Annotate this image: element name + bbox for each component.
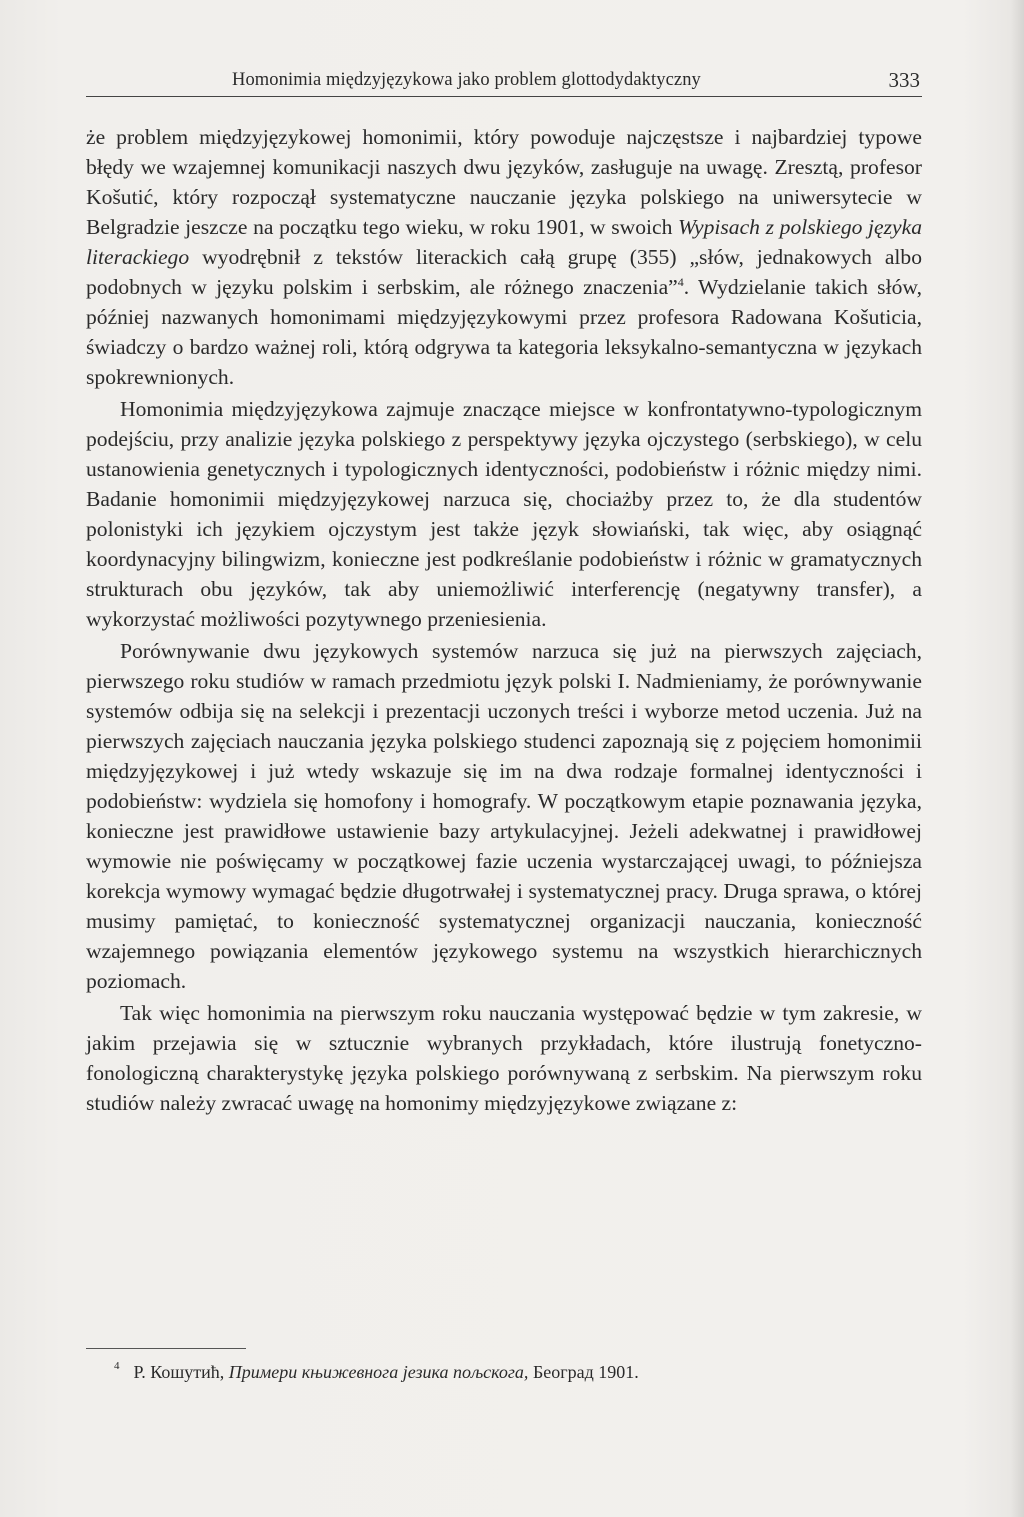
footnote-author: Р. Кошутић, <box>133 1362 225 1382</box>
body-text <box>86 122 922 1118</box>
paragraph-4: Tak więc homonimia na pierwszym roku nauczania występować będzie w tym zakresie, w jakim przejawia się w sztucznie wybranych przykładach, które ilustrują fonetyczno-fonologiczną charakterystykę języka polskiego porównywaną z serbskim. Na pierwszym roku studiów należy zwracać uwagę na homonimy międzyjęzykowe związane z: <box>86 1001 922 1115</box>
paragraph-2: Homonimia międzyjęzykowa zajmuje znaczące miejsce w konfrontatywno-typologicznym podejściu, przy analizie języka polskiego z perspektywy języka ojczystego (serbskiego), w celu ustanowienia genetycznych i typologicznych identyczności, podobieństw i różnic między nimi. Badanie homonimii międzyjęzykowej narzuca się, chociażby przez to, że dla studentów polonistyki ich językiem ojczystym jest także język słowiański, tak więc, aby osiągnąć koordynacyjny bilingwizm, konieczne jest podkreślanie podobieństw i różnic w gramatycznych strukturach obu języków, tak aby uniemożliwić interferencję (negatywny transfer), a wykorzystać możliwości pozytywnego przeniesienia. <box>86 397 922 631</box>
footnote-reference[interactable]: 4 <box>677 274 684 289</box>
paragraph-1-text-end: . Wydzielanie takich słów, później nazwanych homonimami międzyjęzykowymi przez profesora Radowana Košuticia, świadczy o bardzo ważnej roli, którą odgrywa ta kategoria leksykalno-semantyczna w językach spokrewnionych. <box>86 275 922 389</box>
paragraph-3: Porównywanie dwu językowych systemów narzuca się już na pierwszych zajęciach, pierwszego roku studiów w ramach przedmiotu język polski I. Nadmieniamy, że porównywanie systemów odbija się na selekcji i prezentacji uczonych treści i wyborze metod uczenia. Już na pierwszych zajęciach nauczania języka polskiego studenci zapoznają się z pojęciem homonimii międzyjęzykowej i już wtedy wskazuje się im na dwa rodzaje formalnej identyczności i podobieństw: wydziela się homofony i homografy. W początkowym etapie poznawania języka, konieczne jest prawidłowe ustawienie bazy artykulacyjnej. Jeżeli adekwatnej i prawidłowej wymowie nie poświęcamy w początkowej fazie uczenia wystarczającej uwagi, to późniejsza korekcja wymowy wymagać będzie długotrwałej i systematycznej pracy. Druga sprawa, o której musimy pamiętać, to konieczność systematycznej organizacji nauczania, konieczność wzajemnego powiązania elementów językowego systemu na wszystkich hierarchicznych poziomach. <box>86 639 922 993</box>
paragraph-1-text: że problem międzyjęzykowej homonimii, który powoduje najczęstsze i najbardziej typowe błędy we wzajemnej komunikacji naszych dwu języków, zasługuje na uwagę. Zresztą, profesor Košutić, który rozpoczął systematyczne nauczanie języka polskiego na uniwersytecie w Belgradzie jeszcze na początku tego wieku, w roku 1901, w swoich <box>86 125 922 239</box>
footnote-place-year: Београд 1901. <box>532 1362 639 1382</box>
running-head <box>86 66 922 97</box>
page-number: 333 <box>888 68 920 92</box>
footnote <box>114 1362 914 1383</box>
footnote-mark: 4 <box>114 1360 120 1372</box>
footnote-divider <box>86 1348 246 1349</box>
paragraph-1-text-cont: wyodrębnił z tekstów literackich całą grupę (355) „słów, jednakowych albo podobnych w języku polskim i serbskim, ale różnego znaczenia” <box>86 245 922 299</box>
page-edge-shadow <box>1010 0 1024 1517</box>
footnote-title: Примери књижевнога језика пољскога, <box>228 1362 529 1382</box>
paragraph-1 <box>86 122 922 392</box>
running-title: Homonimia międzyjęzykowa jako problem glottodydaktyczny <box>232 70 701 90</box>
book-title-italic: Wypisach z polskiego języka literackiego <box>86 215 922 269</box>
